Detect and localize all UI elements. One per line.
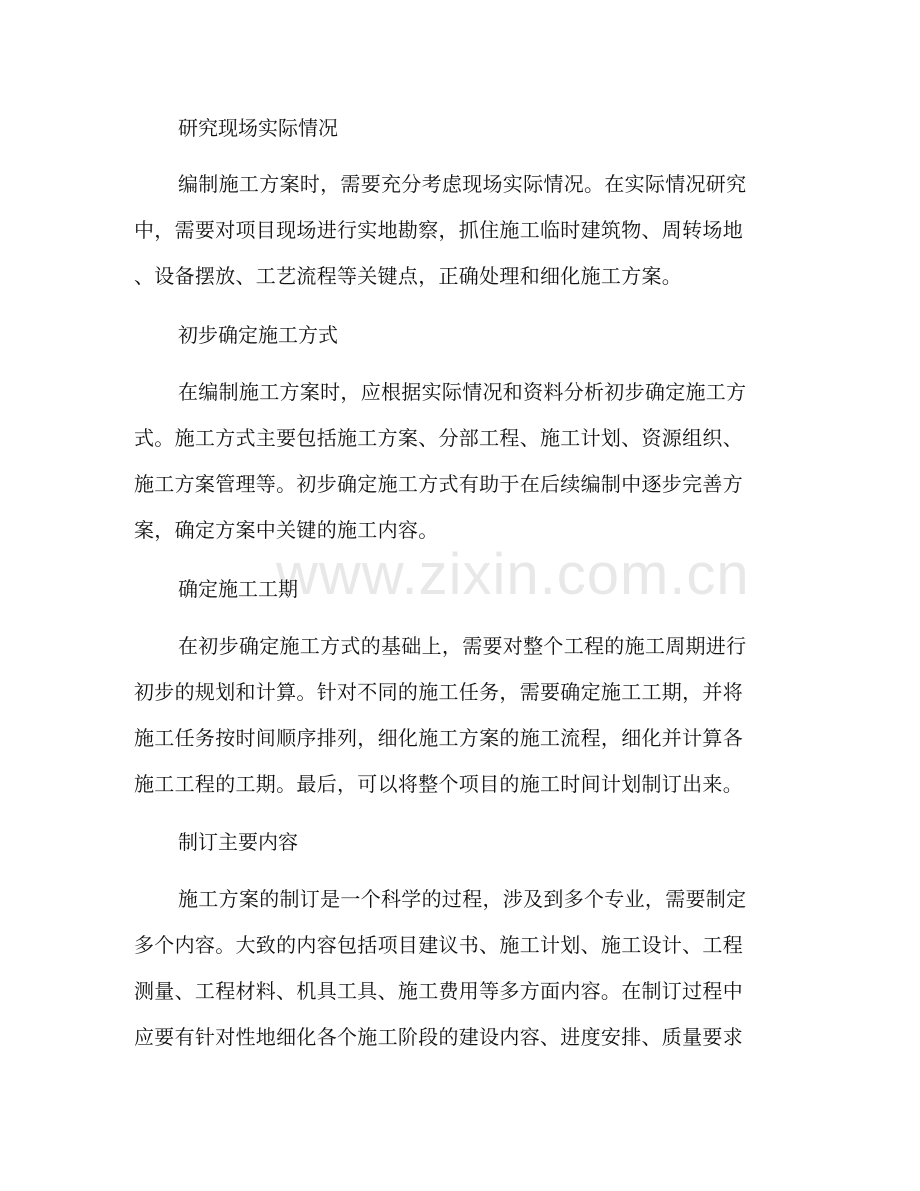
paragraph-line: 多个内容。大致的内容包括项目建议书、施工计划、施工设计、工程 [134,933,743,957]
section-paragraph [134,876,786,1060]
paragraph-line: 施工工程的工期。最后，可以将整个项目的施工时间计划制订出来。 [134,772,743,796]
paragraph-line: 中，需要对项目现场进行实地勘察，抓住施工临时建筑物、周转场地 [134,218,743,242]
paragraph-line: 案，确定方案中关键的施工内容。 [134,518,439,542]
section-paragraph [134,623,786,807]
section-heading: 研究现场实际情况 [178,116,338,140]
paragraph-line: 、设备摆放、工艺流程等关键点，正确处理和细化施工方案。 [134,264,683,288]
paragraph-line: 式。施工方式主要包括施工方案、分部工程、施工计划、资源组织、 [134,426,743,450]
paragraph-line: 编制施工方案时，需要充分考虑现场实际情况。在实际情况研究 [178,172,747,196]
paragraph-line: 在初步确定施工方式的基础上，需要对整个工程的施工周期进行 [178,634,747,658]
watermark-text: www.zixin.com.cn [276,542,750,607]
paragraph-line: 初步的规划和计算。针对不同的施工任务，需要确定施工工期，并将 [134,680,743,704]
section-heading: 制订主要内容 [178,830,298,854]
section-heading: 确定施工工期 [178,577,298,601]
section-paragraph [134,369,786,553]
paragraph-line: 测量、工程材料、机具工具、施工费用等多方面内容。在制订过程中 [134,979,743,1003]
section-heading: 初步确定施工方式 [178,323,338,347]
paragraph-line: 施工方案管理等。初步确定施工方式有助于在后续编制中逐步完善方 [134,472,743,496]
paragraph-line: 施工任务按时间顺序排列，细化施工方案的施工流程，细化并计算各 [134,726,743,750]
paragraph-line: 施工方案的制订是一个科学的过程，涉及到多个专业，需要制定 [178,887,747,911]
section-paragraph [134,161,786,299]
paragraph-line: 在编制施工方案时，应根据实际情况和资料分析初步确定施工方 [178,380,747,404]
paragraph-line: 应要有针对性地细化各个施工阶段的建设内容、进度安排、质量要求 [134,1025,743,1049]
